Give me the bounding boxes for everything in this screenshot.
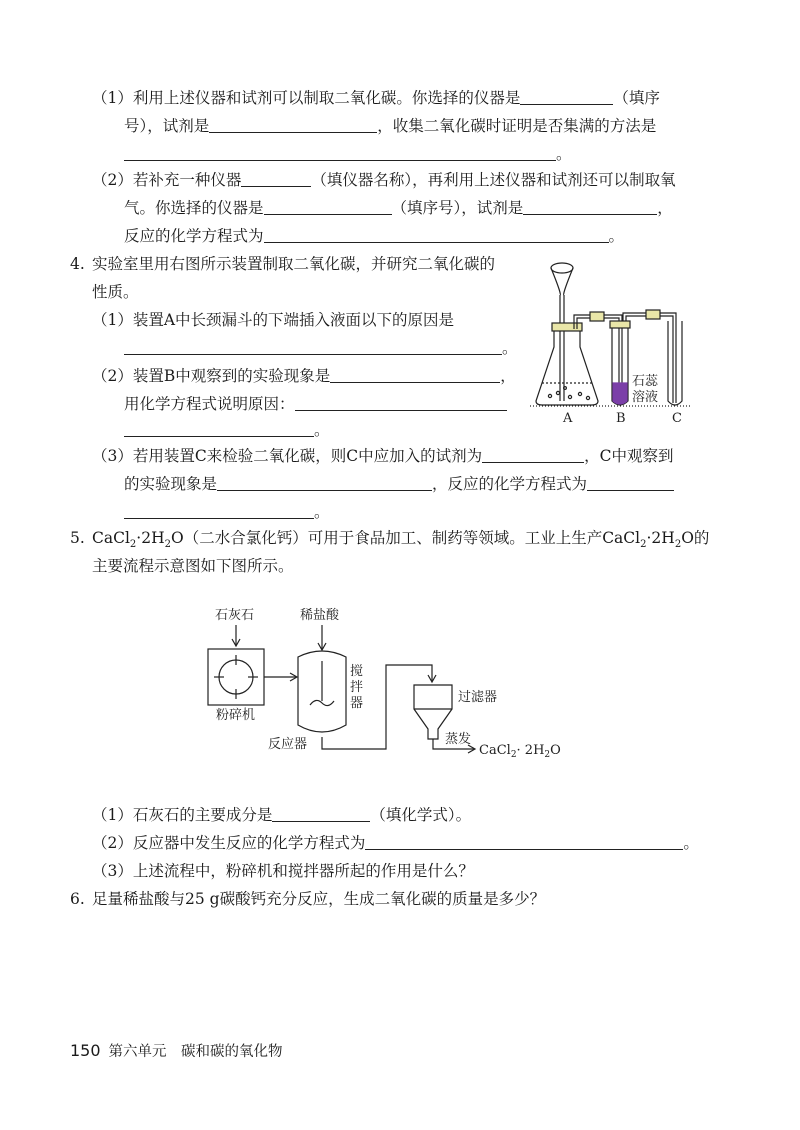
- formula-part: ·2H: [136, 529, 165, 547]
- answer-blank[interactable]: [523, 199, 657, 215]
- q5-stem-line2: [92, 556, 294, 576]
- formula-part: CaCl: [92, 529, 130, 547]
- q3-part1-text-b: （填序: [613, 89, 660, 107]
- filter-label: 过滤器: [458, 690, 498, 705]
- q5-part2: [92, 833, 699, 853]
- q3-part2-line1: [92, 170, 676, 190]
- q4-part3-text-a: （3）若用装置C来检验二氧化碳，则C中应加入的试剂为: [92, 447, 483, 465]
- answer-blank[interactable]: [124, 145, 556, 161]
- q4-part3-end: 。: [314, 503, 330, 521]
- stirrer-label-1: 搅: [350, 664, 364, 679]
- q3-part1-text-a: （1）利用上述仪器和试剂可以制取二氧化碳。你选择的仪器是: [92, 89, 521, 107]
- q4-part2-line2: [124, 394, 507, 414]
- formula-subscript: 2: [674, 539, 682, 551]
- q4-part1-line1: [92, 310, 454, 330]
- answer-blank[interactable]: [520, 89, 613, 105]
- page-footer: [70, 1040, 283, 1061]
- q4-part3-text-c: 的实验现象是: [124, 475, 218, 493]
- q5-stem-text-2: 主要流程示意图如下图所示。: [92, 557, 294, 575]
- q4-part3-text-b: ，C中观察到: [584, 447, 674, 465]
- q4-part1-text: （1）装置A中长颈漏斗的下端插入液面以下的原因是: [92, 311, 455, 329]
- answer-blank[interactable]: [217, 475, 432, 491]
- q3-part1-line3: [124, 144, 572, 164]
- q5-part1-text-a: （1）石灰石的主要成分是: [92, 806, 273, 824]
- q3-part2-end: 。: [608, 227, 625, 245]
- q4-stem-line2: [92, 282, 139, 302]
- q6-line: [70, 889, 545, 909]
- apparatus-label-a: A: [563, 411, 573, 426]
- formula-part: O的: [681, 529, 710, 547]
- q5-part3-text: （3）上述流程中，粉碎机和搅拌器所起的作用是什么？: [92, 862, 474, 880]
- q4-part2-text-b: ，: [500, 367, 516, 385]
- q3-part2-text-c: 气。你选择的仪器是: [124, 199, 264, 217]
- q5-stem-line1: [70, 528, 709, 555]
- answer-blank[interactable]: [295, 395, 507, 411]
- q4-part3-line3: [124, 502, 330, 522]
- answer-blank[interactable]: [587, 475, 674, 491]
- q4-part1-line2: [124, 338, 518, 358]
- test-tube-c: [668, 321, 682, 405]
- q4-part2-text-a: （2）装置B中观察到的实验现象是: [92, 367, 331, 385]
- answer-blank[interactable]: [209, 117, 377, 133]
- litmus-label-1: 石蕊: [632, 374, 659, 389]
- q3-part2-text-b: （填仪器名称），再利用上述仪器和试剂还可以制取氧: [311, 171, 676, 189]
- filter-vessel: [414, 685, 452, 739]
- q5-part3: [92, 861, 474, 881]
- answer-blank[interactable]: [330, 367, 500, 383]
- answer-blank[interactable]: [264, 227, 609, 243]
- q3-part1-text-c: 号），试剂是: [124, 117, 210, 135]
- answer-blank[interactable]: [241, 171, 311, 187]
- stirrer-label-2: 拌: [350, 680, 364, 695]
- q4-part1-end: 。: [502, 339, 518, 357]
- q5-stem-text: O（二水合氯化钙）可用于食品加工、制药等领域。工业上生产CaCl: [170, 529, 641, 547]
- answer-blank[interactable]: [365, 834, 683, 850]
- q4-number: 4.: [70, 255, 85, 273]
- reactor-to-filter-pipe: [322, 665, 432, 749]
- q3-part2-text-f: 反应的化学方程式为: [124, 227, 264, 245]
- q3-part2-text-e: ，: [657, 199, 673, 217]
- q3-part1-line1: [92, 88, 660, 108]
- q3-part2-text-d: （填序号），试剂是: [391, 199, 524, 217]
- q4-part2-line1: [92, 366, 516, 386]
- crusher-label: 粉碎机: [216, 708, 256, 723]
- page-number: 150: [70, 1041, 101, 1060]
- q3-part1-line2: [124, 116, 656, 136]
- q3-part2-line3: [124, 226, 624, 246]
- answer-blank[interactable]: [124, 339, 502, 355]
- dilute-hcl-label: 稀盐酸: [300, 608, 340, 623]
- cacl2-production-flowchart: [200, 605, 580, 765]
- q4-part3-text-d: ，反应的化学方程式为: [432, 475, 588, 493]
- apparatus-label-c: C: [672, 411, 682, 426]
- q4-stem-text-2: 性质。: [92, 283, 139, 301]
- q3-part2-text-a: （2）若补充一种仪器: [92, 171, 242, 189]
- q5-part1-text-b: （填化学式）。: [370, 806, 472, 824]
- q5-part2-end: 。: [683, 834, 699, 852]
- q6-number: 6.: [70, 890, 85, 908]
- q4-part3-line1: [92, 446, 673, 466]
- q4-part2-end: 。: [314, 421, 330, 439]
- reactor-label: 反应器: [268, 737, 308, 752]
- answer-blank[interactable]: [124, 503, 314, 519]
- stirrer-label-3: 器: [350, 696, 364, 711]
- answer-blank[interactable]: [264, 199, 392, 215]
- q4-stem-line1: [70, 254, 495, 274]
- co2-apparatus-figure: [530, 255, 710, 430]
- q3-part1-text-d: ，收集二氧化碳时证明是否集满的方法是: [377, 117, 657, 135]
- formula-part: ·2H: [646, 529, 675, 547]
- funnel-cup: [551, 263, 573, 273]
- product-label: CaCl$_2$· $2H_2O$: [479, 743, 561, 760]
- apparatus-label-b: B: [616, 411, 626, 426]
- q5-number: 5.: [70, 529, 85, 547]
- stirrer-blade: [310, 700, 334, 705]
- answer-blank[interactable]: [272, 806, 370, 822]
- formula-subscript: 2: [129, 539, 137, 551]
- q5-part2-text: （2）反应器中发生反应的化学方程式为: [92, 834, 366, 852]
- evaporate-label: 蒸发: [445, 732, 472, 747]
- q4-part2-text-c: 用化学方程式说明原因：: [124, 395, 295, 413]
- formula-subscript: 2: [640, 539, 647, 551]
- answer-blank[interactable]: [482, 447, 584, 463]
- litmus-label-2: 溶液: [632, 390, 659, 405]
- unit-title: 第六单元 碳和碳的氧化物: [108, 1044, 283, 1060]
- q6-text: 足量稀盐酸与25 g碳酸钙充分反应，生成二氧化碳的质量是多少？: [92, 890, 546, 908]
- q4-part3-line2: [124, 474, 674, 494]
- flask-a: [536, 327, 598, 405]
- q3-part1-end: 。: [556, 145, 572, 163]
- q4-stem-text: 实验室里用右图所示装置制取二氧化碳，并研究二氧化碳的: [92, 255, 496, 273]
- limestone-label: 石灰石: [215, 608, 255, 623]
- litmus-solution-b: [613, 383, 627, 404]
- crusher-wheel: [219, 660, 253, 694]
- q4-part2-line3: [124, 420, 330, 440]
- q5-part1: [92, 805, 471, 825]
- formula-subscript: 2: [164, 539, 171, 551]
- q3-part2-line2: [124, 198, 673, 218]
- answer-blank[interactable]: [124, 421, 314, 437]
